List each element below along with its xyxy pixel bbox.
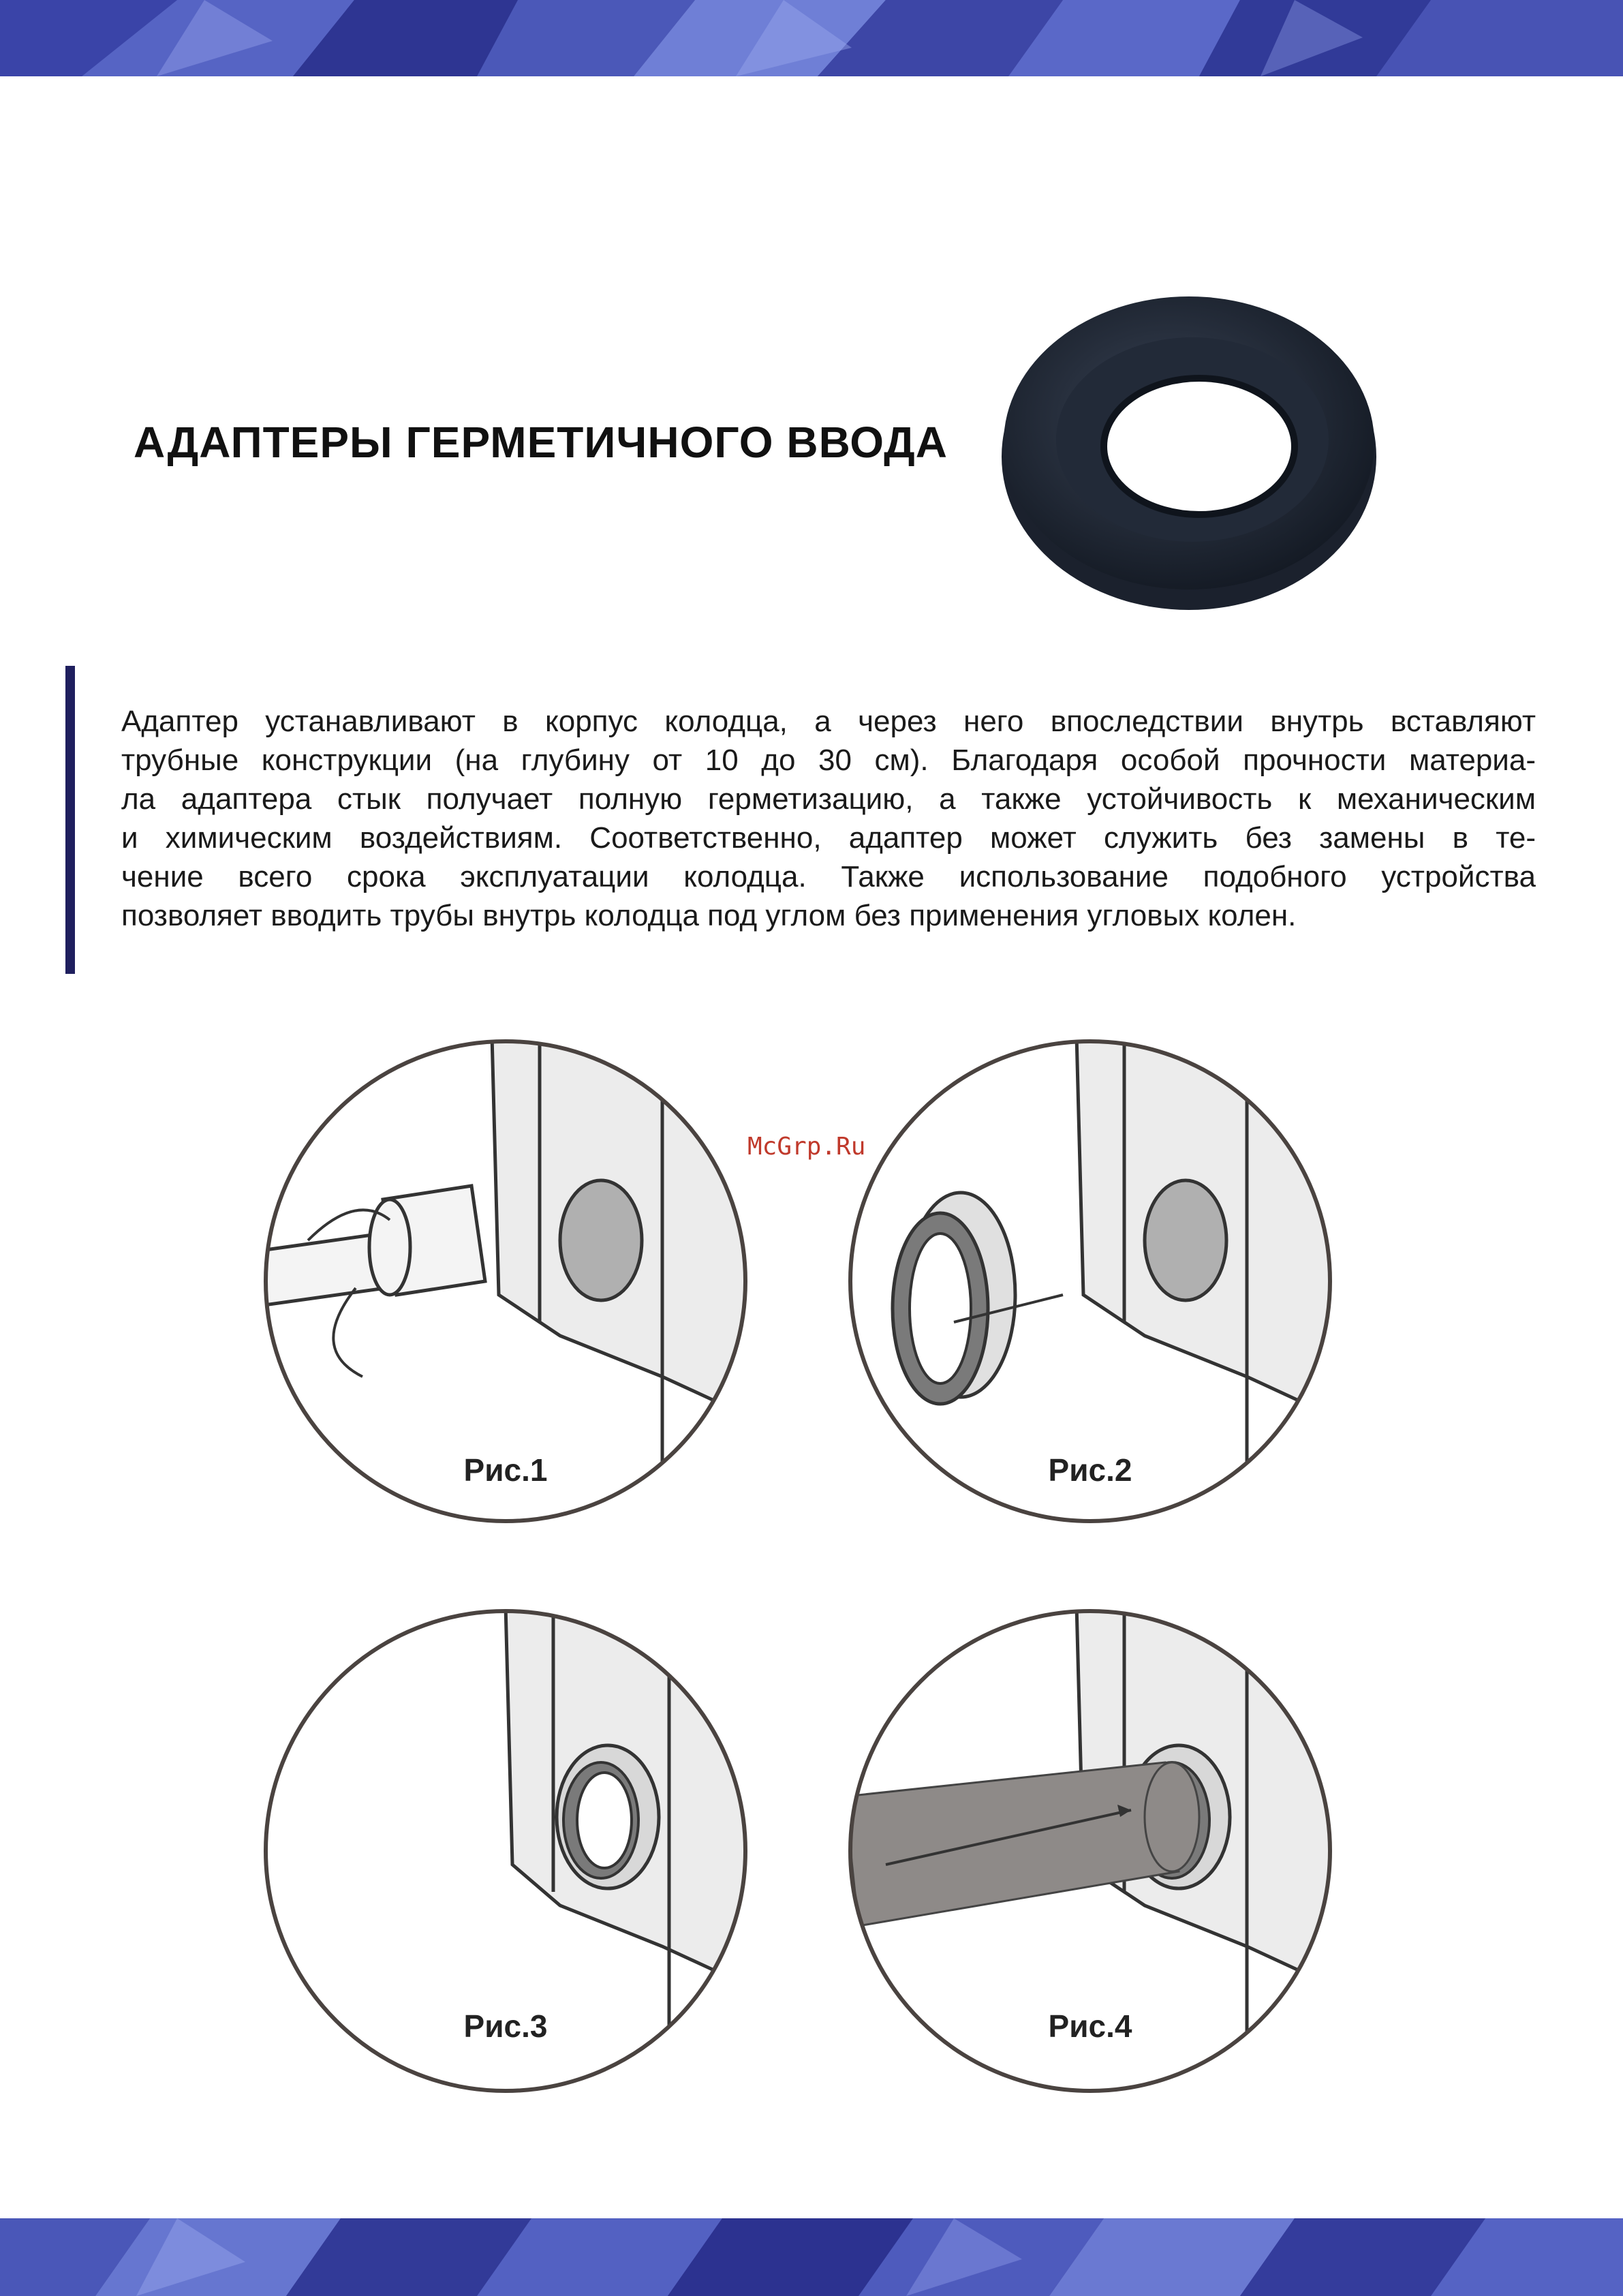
figure-1-label: Рис.1 <box>463 1452 548 1488</box>
figure-3 <box>260 1606 751 2096</box>
figure-2-label: Рис.2 <box>1048 1452 1132 1488</box>
accent-bar <box>65 666 75 974</box>
description-line: ла адаптера стык получает полную герметизацию, а также устойчивость к механическим <box>121 782 1536 816</box>
description-line: позволяет вводить трубы внутрь колодца под углом без применения угловых колен. <box>121 899 1297 932</box>
bottom-banner <box>0 2218 1623 2296</box>
description-line: и химическим воздействиям. Соответственно, адаптер может служить без замены в те- <box>121 821 1536 855</box>
figure-3-label: Рис.3 <box>463 2008 548 2044</box>
figure-4 <box>845 1606 1335 2096</box>
description-line: чение всего срока эксплуатации колодца. Также использование подобного устройства <box>121 860 1536 893</box>
figure-4-label: Рис.4 <box>1048 2008 1132 2044</box>
page-title: АДАПТЕРЫ ГЕРМЕТИЧНОГО ВВОДА <box>134 418 948 467</box>
description-line: Адаптер устанавливают в корпус колодца, а через него впоследствии внутрь вставляют <box>121 705 1536 738</box>
top-banner <box>0 0 1623 76</box>
description-line: трубные конструкции (на глубину от 10 до 30 см). Благодаря особой прочности материа- <box>121 744 1536 777</box>
figure-2 <box>845 1036 1335 1527</box>
figure-1 <box>260 1036 751 1527</box>
description <box>121 702 1536 935</box>
watermark: McGrp.Ru <box>747 1133 866 1161</box>
adapter-photo <box>995 269 1383 624</box>
